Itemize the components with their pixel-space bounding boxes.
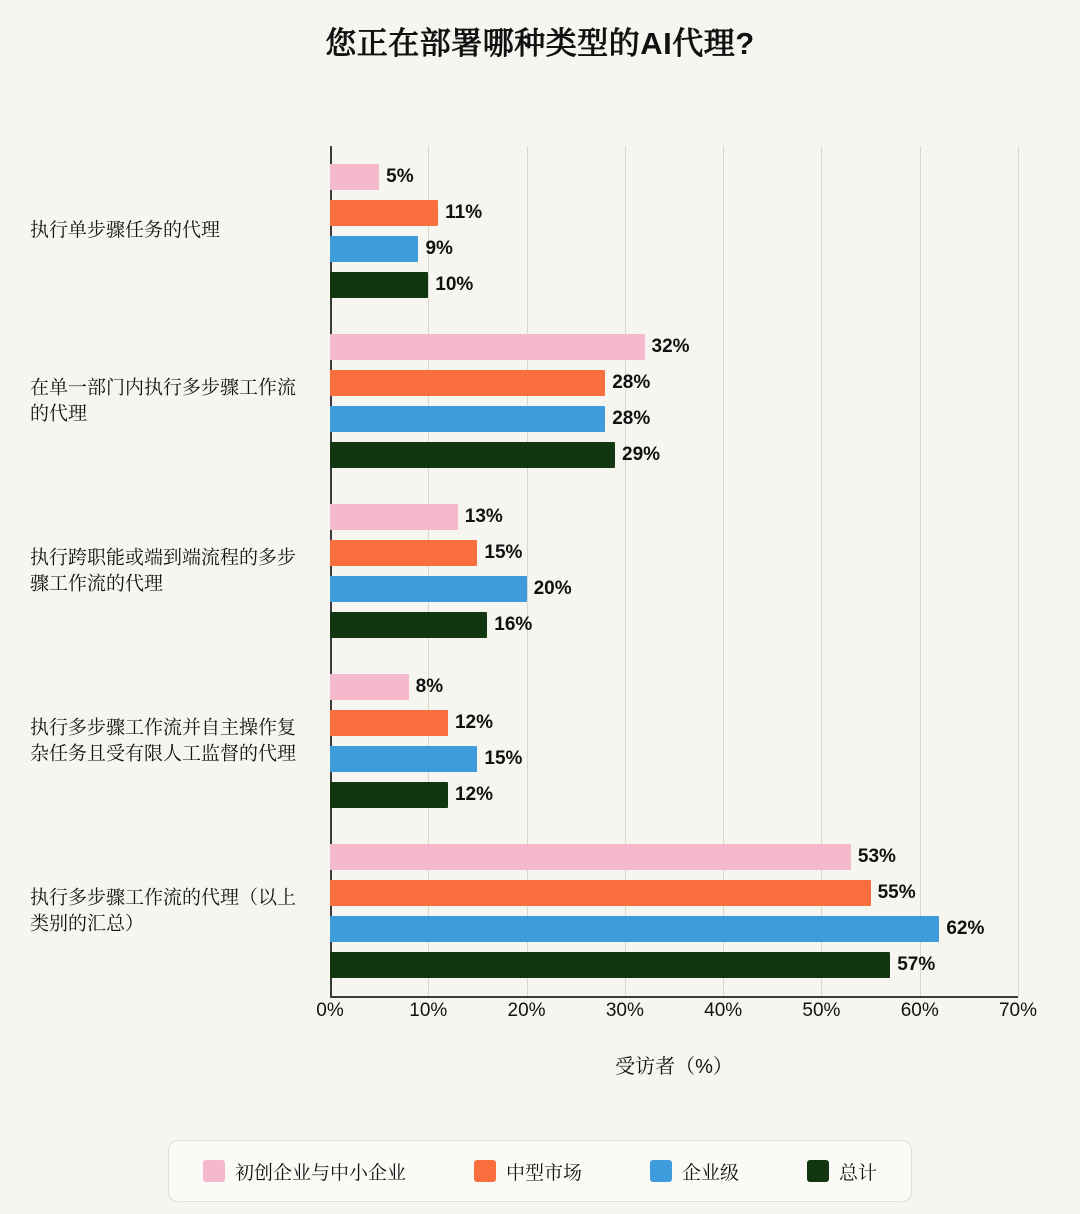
legend-label: 初创企业与中小企业 xyxy=(234,1162,406,1184)
bars-and-grid xyxy=(330,146,1018,996)
legend-label: 中型市场 xyxy=(505,1162,582,1184)
bar-value-label: 62% xyxy=(946,918,985,939)
bar-fill xyxy=(330,540,477,566)
bar xyxy=(330,880,916,906)
bar-value-label: 28% xyxy=(612,408,651,429)
bar-fill xyxy=(330,880,871,906)
bar xyxy=(330,164,414,190)
bar-value-label: 32% xyxy=(651,336,690,357)
bar-value-label: 15% xyxy=(484,748,523,769)
legend-label: 总计 xyxy=(838,1162,877,1184)
bar-value-label: 5% xyxy=(386,166,414,187)
bar-value-label: 11% xyxy=(445,202,483,223)
bar xyxy=(330,406,651,432)
bar xyxy=(330,952,936,978)
bar xyxy=(330,612,533,638)
bar xyxy=(330,504,503,530)
bar-value-label: 9% xyxy=(425,238,453,259)
bar xyxy=(330,782,493,808)
bar xyxy=(330,442,661,468)
bar-value-label: 28% xyxy=(612,372,651,393)
bar-fill xyxy=(330,952,890,978)
x-axis-tick-label: 50% xyxy=(802,1000,841,1021)
gridline xyxy=(920,146,921,996)
chart-legend xyxy=(168,1140,912,1202)
x-axis-tick-label: 40% xyxy=(704,1000,743,1021)
bar-value-label: 53% xyxy=(857,846,896,867)
bar-fill xyxy=(330,844,851,870)
legend-swatch xyxy=(650,1160,672,1182)
bar-value-label: 12% xyxy=(454,784,493,805)
x-axis-title: 受访者（%） xyxy=(615,1056,733,1078)
bar-fill xyxy=(330,334,645,360)
bar xyxy=(330,844,896,870)
bar-fill xyxy=(330,236,418,262)
bar-fill xyxy=(330,674,409,700)
bar-fill xyxy=(330,164,379,190)
legend-swatch xyxy=(203,1160,225,1182)
chart-plot-area xyxy=(0,88,1080,1078)
bar xyxy=(330,916,985,942)
bar xyxy=(330,710,493,736)
bar-fill xyxy=(330,406,605,432)
x-axis-tick-label: 30% xyxy=(605,1000,644,1021)
bar-value-label: 8% xyxy=(415,676,444,697)
bar xyxy=(330,272,474,298)
bar-value-label: 10% xyxy=(435,274,474,295)
bar xyxy=(330,576,572,602)
page-title: 您正在部署哪种类型的AI代理? xyxy=(325,26,755,61)
category-axis-labels xyxy=(10,146,330,996)
gridline xyxy=(1018,146,1019,996)
legend-item[interactable] xyxy=(807,1158,877,1185)
x-axis-tick-label: 70% xyxy=(998,1000,1038,1021)
category-label: 在单一部门内执行多步骤工作流的代理 xyxy=(30,377,297,424)
bar-fill xyxy=(330,612,487,638)
category-label: 执行跨职能或端到端流程的多步骤工作流的代理 xyxy=(30,547,297,594)
bar-value-label: 12% xyxy=(454,712,493,733)
bar xyxy=(330,200,483,226)
x-axis-tick-label: 10% xyxy=(409,1000,448,1021)
bar-value-label: 20% xyxy=(533,578,572,599)
bar xyxy=(330,236,453,262)
x-axis-line xyxy=(330,996,1018,998)
bar xyxy=(330,540,523,566)
x-axis-tick-label: 60% xyxy=(900,1000,939,1021)
legend-item[interactable] xyxy=(650,1158,739,1185)
legend-label: 企业级 xyxy=(681,1162,739,1184)
bar xyxy=(330,334,690,360)
category-label: 执行多步骤工作流的代理（以上类别的汇总） xyxy=(30,887,297,934)
bar-value-label: 15% xyxy=(484,542,523,563)
bar-fill xyxy=(330,782,448,808)
category-label: 执行多步骤工作流并自主操作复杂任务且受有限人工监督的代理 xyxy=(30,717,297,764)
bar-fill xyxy=(330,272,428,298)
x-axis-tick-label: 20% xyxy=(507,1000,546,1021)
bar xyxy=(330,746,523,772)
legend-swatch xyxy=(807,1160,829,1182)
bar-fill xyxy=(330,576,527,602)
bar-fill xyxy=(330,504,458,530)
bar xyxy=(330,370,651,396)
legend-swatch xyxy=(474,1160,496,1182)
bar-fill xyxy=(330,710,448,736)
bar xyxy=(330,674,444,700)
legend-item[interactable] xyxy=(203,1158,406,1185)
bar-value-label: 13% xyxy=(464,506,503,527)
bar-fill xyxy=(330,370,605,396)
x-axis-tick-label: 0% xyxy=(316,1000,344,1021)
bar-fill xyxy=(330,442,615,468)
bar-fill xyxy=(330,200,438,226)
category-label: 执行单步骤任务的代理 xyxy=(30,220,221,242)
legend-item[interactable] xyxy=(474,1158,582,1185)
bar-value-label: 16% xyxy=(494,614,533,635)
bar-value-label: 57% xyxy=(897,954,936,975)
bar-value-label: 55% xyxy=(877,882,916,903)
bar-fill xyxy=(330,746,477,772)
bar-fill xyxy=(330,916,939,942)
bar-value-label: 29% xyxy=(622,444,661,465)
